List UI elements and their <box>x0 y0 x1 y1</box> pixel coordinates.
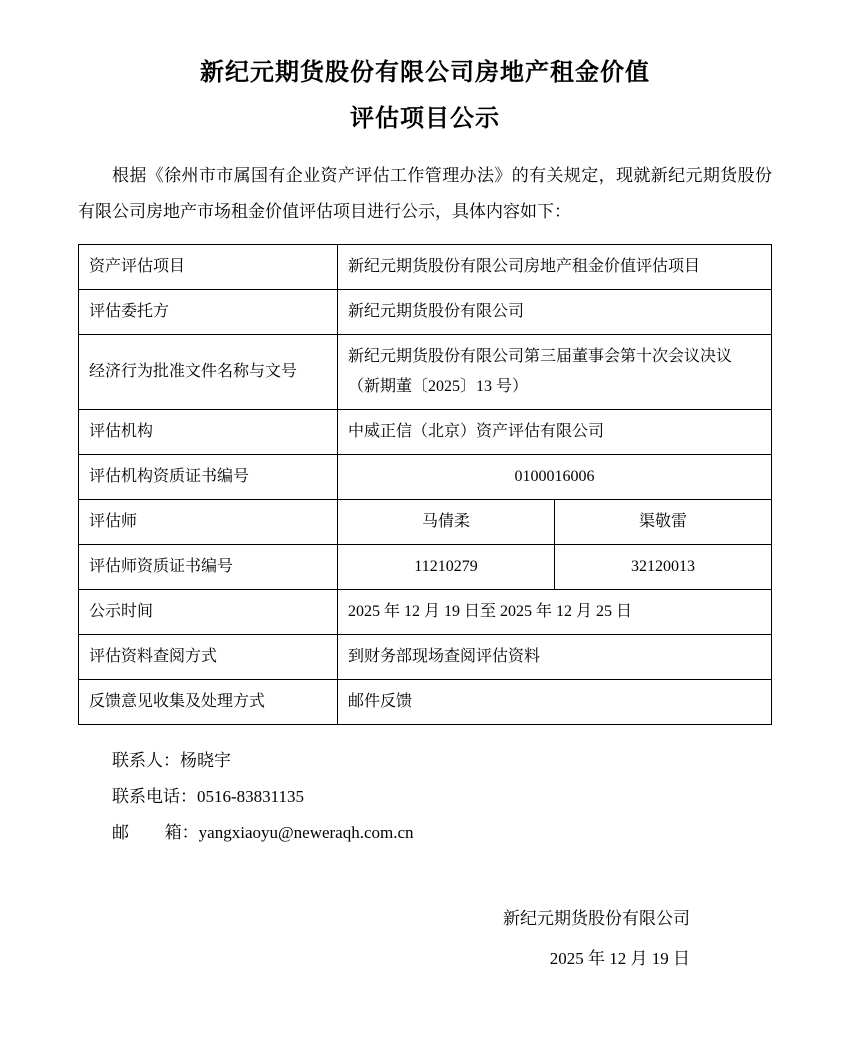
row-value-review-method: 到财务部现场查阅评估资料 <box>338 635 772 680</box>
table-row <box>79 455 772 500</box>
row-value-appraiser-2: 渠敬雷 <box>555 500 772 545</box>
intro-section <box>78 158 772 230</box>
row-label-appraiser-cert: 评估师资质证书编号 <box>79 545 338 590</box>
row-value-appraiser-cert-2: 32120013 <box>555 545 772 590</box>
contact-email-label: 邮 <box>112 823 129 842</box>
page-title-line2: 评估项目公示 <box>350 106 500 132</box>
row-value-approval-doc: 新纪元期货股份有限公司第三届董事会第十次会议决议（新期董〔2025〕13 号） <box>338 335 772 410</box>
table-row <box>79 545 772 590</box>
row-label-notice-period: 公示时间 <box>79 590 338 635</box>
row-label-feedback-method: 反馈意见收集及处理方式 <box>79 680 338 725</box>
row-label-client: 评估委托方 <box>79 290 338 335</box>
row-label-appraisers: 评估师 <box>79 500 338 545</box>
page-title-line1: 新纪元期货股份有限公司房地产租金价值 <box>200 60 650 86</box>
contact-email-value: 箱：yangxiaoyu@neweraqh.com.cn <box>164 823 414 842</box>
table-row <box>79 245 772 290</box>
row-value-project: 新纪元期货股份有限公司房地产租金价值评估项目 <box>338 245 772 290</box>
table-row <box>79 590 772 635</box>
row-value-agency: 中威正信（北京）资产评估有限公司 <box>338 410 772 455</box>
signature-date: 2025 年 12 月 19 日 <box>549 949 690 968</box>
contact-phone: 联系电话：0516-83831135 <box>112 787 305 806</box>
table-row <box>79 335 772 410</box>
row-value-client: 新纪元期货股份有限公司 <box>338 290 772 335</box>
row-value-feedback-method: 邮件反馈 <box>338 680 772 725</box>
row-value-notice-period: 2025 年 12 月 19 日至 2025 年 12 月 25 日 <box>338 590 772 635</box>
evaluation-details-table <box>78 244 772 725</box>
table-row <box>79 410 772 455</box>
contact-email-line <box>78 815 772 851</box>
row-label-review-method: 评估资料查阅方式 <box>79 635 338 680</box>
table-row <box>79 290 772 335</box>
row-value-agency-cert: 0100016006 <box>338 455 772 500</box>
signature-block <box>78 899 772 979</box>
signature-company: 新纪元期货股份有限公司 <box>503 909 690 928</box>
row-value-appraiser-1: 马倩柔 <box>338 500 555 545</box>
intro-paragraph: 根据《徐州市市属国有企业资产评估工作管理办法》的有关规定，现就新纪元期货股份有限公司房地产市场租金价值评估项目进行公示，具体内容如下： <box>78 166 772 221</box>
row-label-agency-cert: 评估机构资质证书编号 <box>79 455 338 500</box>
row-label-approval-doc: 经济行为批准文件名称与文号 <box>79 335 338 410</box>
row-label-project: 资产评估项目 <box>79 245 338 290</box>
row-value-appraiser-cert-1: 11210279 <box>338 545 555 590</box>
table-row <box>79 635 772 680</box>
table-row <box>79 500 772 545</box>
contact-person: 联系人：杨晓宇 <box>112 751 231 770</box>
row-label-agency: 评估机构 <box>79 410 338 455</box>
contact-section <box>78 743 772 851</box>
table-row <box>79 680 772 725</box>
